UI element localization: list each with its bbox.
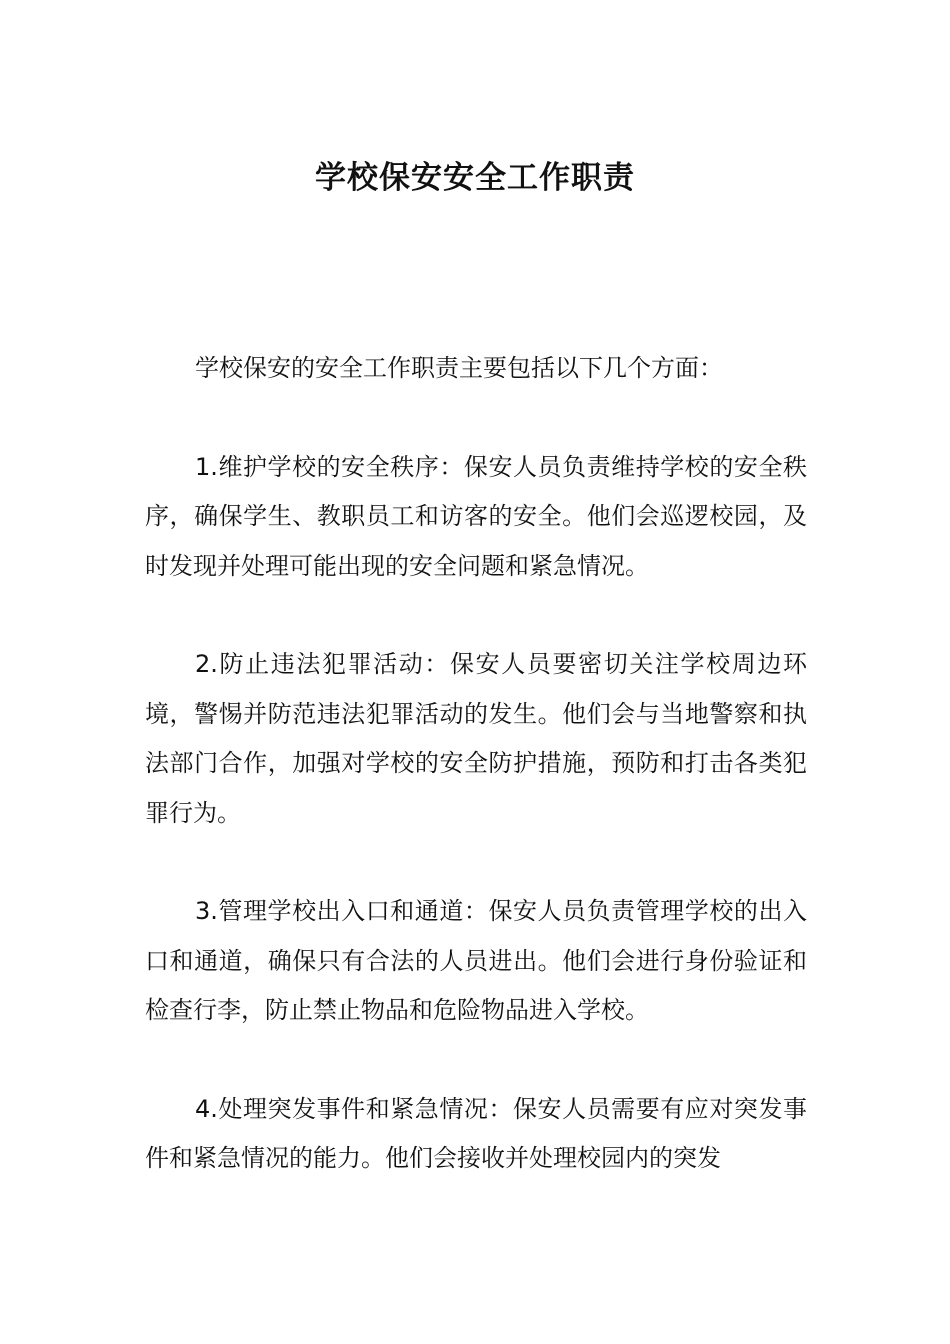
paragraph-2: 2.防止违法犯罪活动：保安人员要密切关注学校周边环境，警惕并防范违法犯罪活动的发生。他们会与当地警察和执法部门合作，加强对学校的安全防护措施，预防和打击各类犯罪行为。 [145,650,807,827]
document-body [145,344,807,1233]
paragraph-4: 4.处理突发事件和紧急情况：保安人员需要有应对突发事件和紧急情况的能力。他们会接收并处理校园内的突发 [145,1094,807,1172]
intro-paragraph: 学校保安的安全工作职责主要包括以下几个方面： [195,354,723,382]
paragraph-3: 3.管理学校出入口和通道：保安人员负责管理学校的出入口和通道，确保只有合法的人员进出。他们会进行身份验证和检查行李，防止禁止物品和危险物品进入学校。 [145,897,807,1024]
paragraph-1: 1.维护学校的安全秩序：保安人员负责维持学校的安全秩序，确保学生、教职员工和访客的安全。他们会巡逻校园，及时发现并处理可能出现的安全问题和紧急情况。 [145,452,807,580]
document-title: 学校保安安全工作职责 [315,160,635,196]
